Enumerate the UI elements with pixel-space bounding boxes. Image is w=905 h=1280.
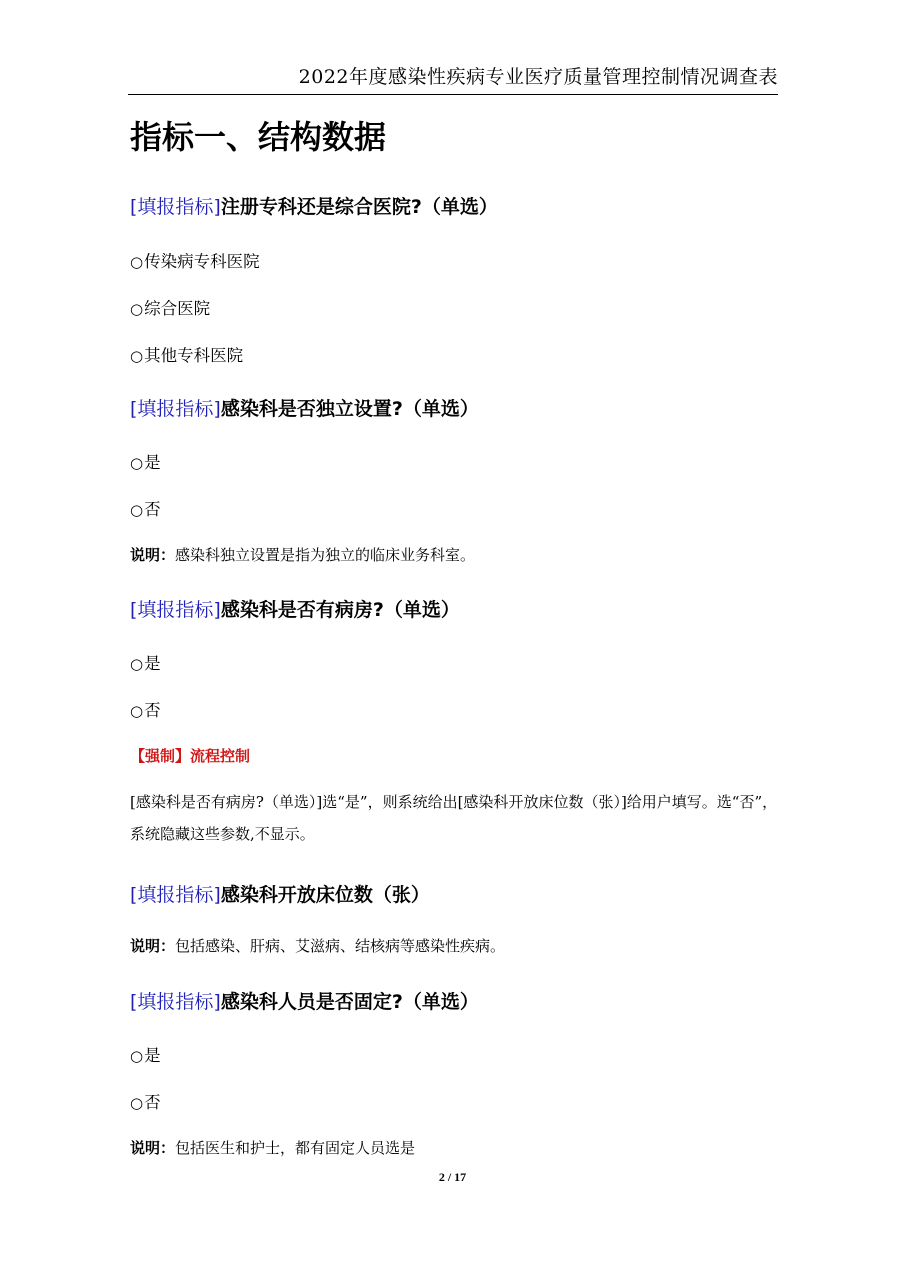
radio-circle-icon[interactable]: ○ xyxy=(130,655,144,673)
option-label: 否 xyxy=(144,500,161,519)
radio-circle-icon[interactable]: ○ xyxy=(130,253,144,271)
note-fixed-staff xyxy=(130,1137,415,1158)
note-independent-department xyxy=(130,544,475,565)
radio-circle-icon[interactable]: ○ xyxy=(130,347,144,365)
question-hospital-type xyxy=(130,192,498,219)
option-label: 否 xyxy=(144,701,161,720)
option-label: 是 xyxy=(144,453,161,472)
option-other-specialty-hospital[interactable] xyxy=(130,342,243,366)
question-tag: [填报指标] xyxy=(130,398,221,420)
question-text: 感染科人员是否固定?（单选） xyxy=(220,991,479,1013)
question-text: 感染科开放床位数（张） xyxy=(220,884,430,906)
option-label: 是 xyxy=(144,1046,161,1065)
section-title: 指标一、结构数据 xyxy=(130,118,387,156)
option-yes[interactable] xyxy=(130,449,161,473)
note-text: 感染科独立设置是指为独立的临床业务科室。 xyxy=(175,546,476,564)
question-tag: [填报指标] xyxy=(130,599,221,621)
radio-circle-icon[interactable]: ○ xyxy=(130,702,144,720)
note-text: 包括医生和护士，都有固定人员选是 xyxy=(175,1139,416,1157)
option-yes[interactable] xyxy=(130,1042,161,1066)
question-text: 注册专科还是综合医院?（单选） xyxy=(220,196,498,218)
radio-circle-icon[interactable]: ○ xyxy=(130,454,144,472)
question-tag: [填报指标] xyxy=(130,196,221,218)
flow-control-description: [感染科是否有病房?（单选）]选“是”，则系统给出[感染科开放床位数（张）]给用户填写。选“否”，系统隐藏这些参数,不显示。 xyxy=(130,793,778,843)
option-label: 否 xyxy=(144,1093,161,1112)
question-has-ward xyxy=(130,595,460,622)
question-tag: [填报指标] xyxy=(130,991,221,1013)
question-independent-department xyxy=(130,394,479,421)
forced-flow-control-label: 【强制】流程控制 xyxy=(130,747,251,765)
option-label: 其他专科医院 xyxy=(144,346,244,365)
option-label: 传染病专科医院 xyxy=(144,252,260,271)
question-fixed-staff xyxy=(130,987,479,1014)
radio-circle-icon[interactable]: ○ xyxy=(130,501,144,519)
option-label: 综合医院 xyxy=(144,299,211,318)
radio-circle-icon[interactable]: ○ xyxy=(130,1094,144,1112)
question-tag: [填报指标] xyxy=(130,884,221,906)
note-open-beds xyxy=(130,935,505,956)
note-label: 说明： xyxy=(130,546,176,564)
option-no[interactable] xyxy=(130,496,161,520)
page-header: 2022年度感染性疾病专业医疗质量管理控制情况调查表 xyxy=(298,66,778,88)
option-general-hospital[interactable] xyxy=(130,295,210,319)
note-label: 说明： xyxy=(130,937,176,955)
question-open-beds xyxy=(130,880,430,907)
radio-circle-icon[interactable]: ○ xyxy=(130,1047,144,1065)
radio-circle-icon[interactable]: ○ xyxy=(130,300,144,318)
option-infectious-specialty-hospital[interactable] xyxy=(130,248,260,272)
option-label: 是 xyxy=(144,654,161,673)
question-text: 感染科是否有病房?（单选） xyxy=(220,599,460,621)
option-yes[interactable] xyxy=(130,650,161,674)
note-text: 包括感染、肝病、艾滋病、结核病等感染性疾病。 xyxy=(175,937,506,955)
option-no[interactable] xyxy=(130,697,161,721)
question-text: 感染科是否独立设置?（单选） xyxy=(220,398,479,420)
option-no[interactable] xyxy=(130,1089,161,1113)
page-number: 2 / 17 xyxy=(438,1170,467,1184)
header-divider xyxy=(128,94,778,95)
note-label: 说明： xyxy=(130,1139,176,1157)
